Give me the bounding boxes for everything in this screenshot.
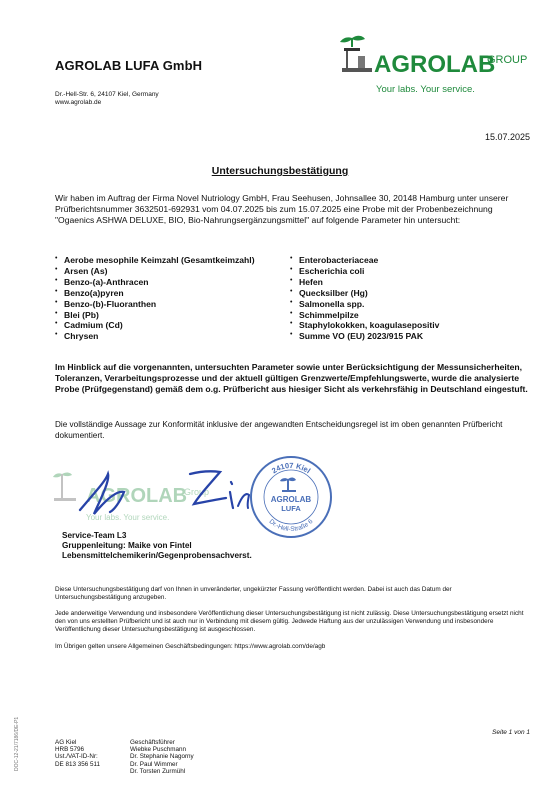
parameter-list-right [290, 255, 439, 342]
address-line: Dr.-Hell-Str. 6, 24107 Kiel, Germany [55, 91, 159, 98]
management-info [130, 739, 194, 775]
list-item: • Salmonella spp. [290, 299, 439, 310]
svg-text:Your labs. Your service.: Your labs. Your service. [86, 513, 170, 522]
list-item: • Staphylokokken, koagulasepositiv [290, 320, 439, 331]
logo-brand: AGROLAB [374, 51, 496, 78]
list-item: • Escherichia coli [290, 266, 439, 277]
intro-paragraph: Wir haben im Auftrag der Firma Novel Nutriology GmbH, Frau Seehusen, Johnsallee 30, 20148 Hamburg unter unserer Prüfberichtsnummer 3632501-692931 vom 04.07.2025 bis zum 15.07.2025 eine Probe mit der Probenbezeichnung "Ogaenics ASHWA DELUXE, BIO, Bio-Nahrungsergänzungsmittel" auf folgende Parameter hin untersucht: [55, 193, 509, 225]
registry-line: DE 813 356 511 [55, 760, 101, 768]
company-name: AGROLAB LUFA GmbH [55, 58, 203, 73]
svg-text:24107 Kiel [270, 461, 312, 475]
registry-info [55, 739, 100, 768]
footer-terms-note: Im Übrigen gelten unsere Allgemeinen Geschäftsbedingungen: https://www.agrolab.com/de/agb [55, 643, 326, 650]
logo-slogan: Your labs. Your service. [376, 84, 475, 95]
management-line: Geschäftsführer [130, 739, 175, 746]
footer-usage-note: Jede anderweitige Verwendung und insbesondere Veröffentlichung dieser Untersuchungsbestätigung ist nicht zulässig. Diese Untersuchungsbestätigung ersetzt nicht den von uns erstellten Prüfbericht und ist auch nur in Verbindung mit diesem gültig. Jedwede Haftung aus der unzulässigen Verwendung und insbesondere Veröffentlichung dieser Untersuchungsbestätigung ist ausgeschlossen. [55, 610, 524, 634]
plant-icon [340, 36, 372, 72]
group-lead: Gruppenleitung: Maike von Fintel [62, 541, 192, 550]
registry-line: HRB 5796 [55, 746, 85, 754]
stamp-name: LUFA [281, 504, 301, 513]
list-item: • Cadmium (Cd) [55, 320, 255, 331]
official-stamp [248, 454, 334, 540]
faded-logo-watermark [53, 472, 209, 522]
document-code: DOC-12-21/7186/DE-P1 [14, 716, 20, 771]
management-line: Dr. Stephanie Nagorny [130, 753, 194, 761]
signature-block [62, 531, 252, 561]
document-title: Untersuchungsbestätigung [211, 165, 349, 177]
list-item: • Enterobacteriaceae [290, 255, 439, 266]
stamp-plant-icon [280, 477, 296, 492]
document-date: 15.07.2025 [484, 132, 530, 142]
list-item: • Blei (Pb) [55, 310, 255, 321]
page-number: Seite 1 von 1 [492, 729, 530, 736]
management-line: Wiebke Puschmann [130, 746, 186, 754]
list-item: • Benzo-(a)-Anthracen [55, 277, 255, 288]
list-item: • Benzo(a)pyren [55, 288, 255, 299]
signer-role: Lebensmittelchemikerin/Gegenprobensachverst. [62, 551, 252, 560]
logo-group: GROUP [487, 54, 528, 66]
list-item: • Aerobe mesophile Keimzahl (Gesamtkeimzahl) [55, 255, 255, 266]
company-address [55, 91, 159, 107]
svg-text:Group: Group [184, 487, 210, 497]
list-item: • Benzo-(b)-Fluoranthen [55, 299, 255, 310]
management-line: Dr. Paul Wimmer [130, 760, 178, 768]
list-item: • Summe VO (EU) 2023/915 PAK [290, 331, 439, 342]
management-line: Dr. Torsten Zurmühl [130, 767, 186, 775]
svg-text:AGROLAB: AGROLAB [86, 485, 188, 507]
list-item: • Hefen [290, 277, 439, 288]
stamp-street: Dr.-Hell-Straße 6 [267, 518, 315, 534]
footer-publication-note: Diese Untersuchungsbestätigung darf von Ihnen in unveränderter, ungekürzter Fassung veröffentlicht werden. Dabei ist auch das Datum der Untersuchungsbestätigung anzugeben. [55, 586, 452, 602]
parameter-list-left [55, 255, 255, 342]
svg-text:Dr.-Hell-Straße 6 [268, 518, 315, 533]
registry-line: AG Kiel [55, 739, 77, 746]
list-item: • Quecksilber (Hg) [290, 288, 439, 299]
stamp-brand: AGROLAB [270, 495, 312, 504]
team-name: Service-Team L3 [62, 531, 127, 540]
stamp-postcode: 24107 Kiel [270, 460, 313, 476]
conclusion-paragraph: Im Hinblick auf die vorgenannten, untersuchten Parameter sowie unter Berücksichtigung der Messunsicherheiten, Toleranzen, Verarbeitungsprozesse und der aktuell gültigen Grenzwerte/Empfehlungswerte, wurde die analysierte Probe (Prüfgegenstand) gemäß dem o.g. Prüfbericht aus hiesiger Sicht als verkehrsfähig in Deutschland eingestuft. [55, 362, 528, 394]
list-item: • Arsen (As) [55, 266, 255, 277]
website: www.agrolab.de [55, 99, 102, 106]
agrolab-logo [338, 30, 538, 96]
list-item: • Chrysen [55, 331, 255, 342]
conformity-note: Die vollständige Aussage zur Konformität inklusive der angewandten Entscheidungsregel ist im oben genannten Prüfbericht dokumentiert. [55, 420, 503, 440]
list-item: • Schimmelpilze [290, 310, 439, 321]
registry-line: Ust./VAT-ID-Nr: [55, 753, 98, 761]
